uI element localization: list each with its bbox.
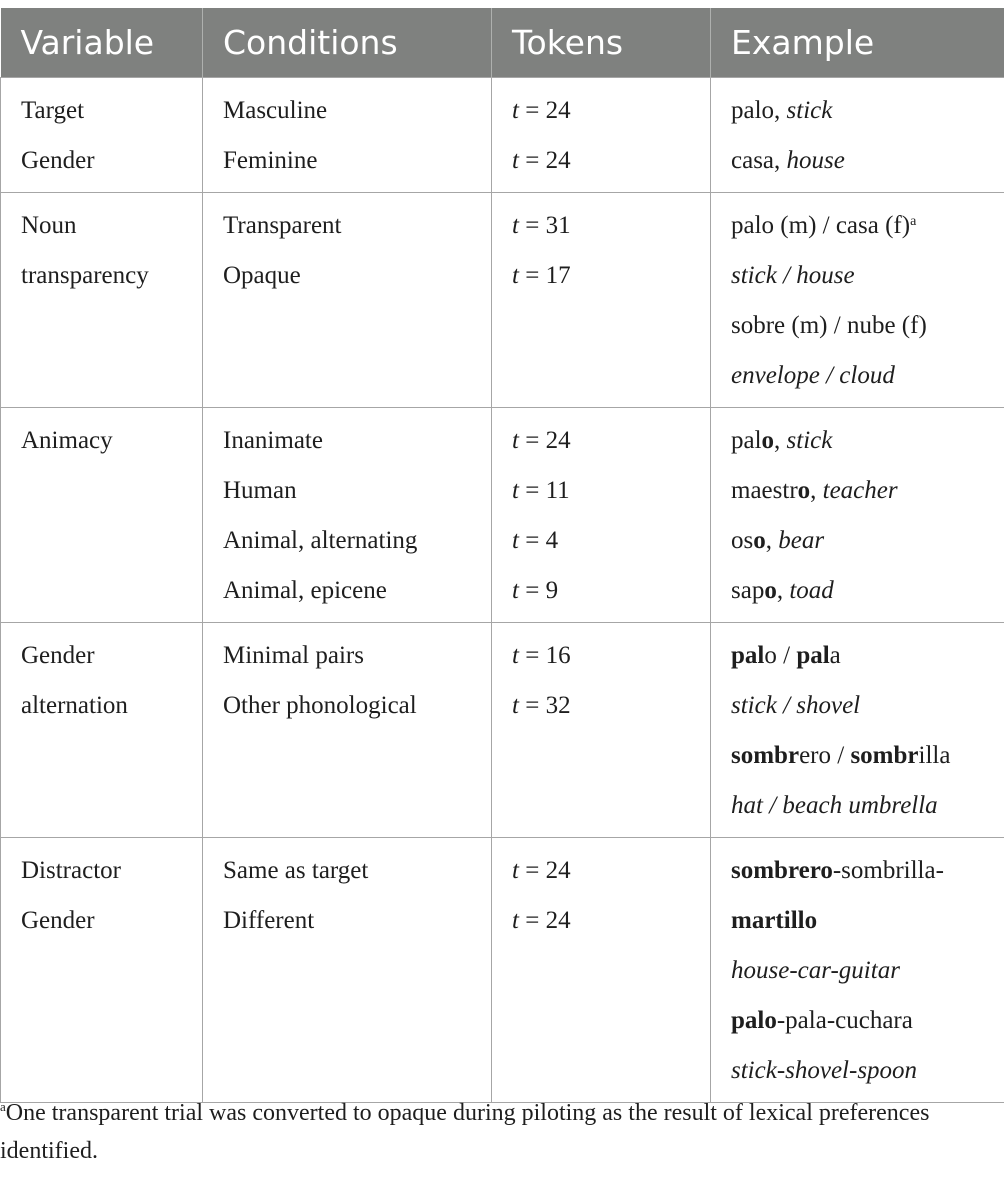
- header-row: [1, 8, 1004, 77]
- token-symbol: t: [512, 211, 519, 239]
- variable-line: transparency: [21, 261, 149, 289]
- cell-variable: [1, 407, 203, 622]
- variable-line: Gender: [21, 146, 95, 174]
- token-count: 24: [545, 426, 571, 454]
- example-line: [731, 522, 1000, 572]
- footnote-marker: a: [0, 1099, 6, 1114]
- token-count: 24: [545, 856, 571, 884]
- example-text: stick: [786, 426, 833, 454]
- variable-line: Noun: [21, 211, 77, 239]
- example-text: ,: [765, 526, 779, 554]
- example-text: o: [797, 476, 811, 504]
- example-line: [731, 852, 1000, 902]
- example-text: o: [761, 426, 775, 454]
- header-tokens: Tokens: [492, 8, 711, 77]
- condition-line: Human: [223, 476, 297, 504]
- variable-line: Distractor: [21, 856, 121, 884]
- condition-line: Masculine: [223, 96, 328, 124]
- token-symbol: t: [512, 856, 519, 884]
- token-equals: =: [518, 641, 546, 669]
- token-equals: =: [518, 576, 546, 604]
- token-symbol: t: [512, 476, 519, 504]
- footnote: [0, 1094, 1000, 1170]
- example-text: o /: [764, 641, 797, 669]
- token-equals: =: [518, 856, 546, 884]
- header-variable: Variable: [1, 8, 203, 77]
- condition-line: Feminine: [223, 146, 318, 174]
- example-text: pal: [731, 426, 762, 454]
- example-line: [731, 257, 1000, 307]
- example-line: [731, 1052, 1000, 1089]
- token-line: [512, 472, 706, 522]
- token-line: [512, 92, 706, 142]
- example-text: house: [786, 146, 845, 174]
- token-equals: =: [518, 261, 546, 289]
- example-line: [731, 902, 1000, 952]
- token-line: [512, 257, 706, 294]
- example-text: palo: [731, 1006, 777, 1034]
- condition-line: Other phonological: [223, 691, 417, 719]
- example-text: os: [731, 526, 754, 554]
- example-line: [731, 637, 1000, 687]
- token-count: 24: [545, 96, 571, 124]
- table-row: [1, 622, 1004, 837]
- cell-conditions: [203, 77, 492, 192]
- footnote-ref: a: [910, 213, 917, 229]
- example-line: [731, 787, 1000, 824]
- token-symbol: t: [512, 691, 519, 719]
- cell-variable: [1, 837, 203, 1102]
- variable-line: Gender: [21, 641, 95, 669]
- example-text: envelope / cloud: [731, 361, 895, 389]
- token-count: 9: [545, 576, 559, 604]
- token-equals: =: [518, 476, 546, 504]
- example-line: [731, 1002, 1000, 1052]
- token-symbol: t: [512, 576, 519, 604]
- example-text: ,: [776, 576, 790, 604]
- cell-tokens: [492, 837, 711, 1102]
- token-count: 31: [545, 211, 571, 239]
- cell-conditions: [203, 192, 492, 407]
- example-line: [731, 572, 1000, 609]
- cell-conditions: [203, 407, 492, 622]
- table-row: [1, 837, 1004, 1102]
- cell-example: [711, 622, 1004, 837]
- example-text: o: [753, 526, 766, 554]
- example-text: sap: [731, 576, 765, 604]
- token-line: [512, 572, 706, 609]
- token-symbol: t: [512, 906, 519, 934]
- cell-variable: [1, 192, 203, 407]
- token-symbol: t: [512, 261, 519, 289]
- example-text: martillo: [731, 906, 818, 934]
- example-text: maestr: [731, 476, 798, 504]
- table-row: [1, 407, 1004, 622]
- example-line: [731, 422, 1000, 472]
- variable-line: Target: [21, 96, 85, 124]
- example-line: [731, 357, 1000, 394]
- example-text: ,: [774, 426, 787, 454]
- example-text: sombrero: [731, 856, 833, 884]
- example-text: pal: [796, 641, 830, 669]
- condition-line: Animal, alternating: [223, 526, 418, 554]
- example-text: ero /: [799, 741, 851, 769]
- example-text: ,: [810, 476, 823, 504]
- token-equals: =: [518, 96, 546, 124]
- token-count: 24: [545, 146, 571, 174]
- example-text: teacher: [822, 476, 898, 504]
- example-text: palo,: [731, 96, 787, 124]
- cell-tokens: [492, 77, 711, 192]
- cell-conditions: [203, 622, 492, 837]
- header-conditions: Conditions: [203, 8, 492, 77]
- token-symbol: t: [512, 426, 519, 454]
- cell-conditions: [203, 837, 492, 1102]
- example-text: stick: [786, 96, 833, 124]
- condition-line: Different: [223, 906, 315, 934]
- example-text: palo (m) / casa (f): [731, 211, 911, 239]
- example-line: [731, 687, 1000, 737]
- table-row: [1, 77, 1004, 192]
- token-equals: =: [518, 526, 546, 554]
- example-text: sobre (m) / nube (f): [731, 311, 927, 339]
- example-text: stick / shovel: [731, 691, 861, 719]
- token-count: 32: [545, 691, 571, 719]
- example-text: a: [829, 641, 841, 669]
- cell-example: [711, 407, 1004, 622]
- example-text: stick / house: [731, 261, 855, 289]
- example-text: sombr: [850, 741, 919, 769]
- example-line: [731, 472, 1000, 522]
- condition-line: Opaque: [223, 261, 301, 289]
- token-equals: =: [518, 691, 546, 719]
- token-count: 24: [545, 906, 571, 934]
- example-text: bear: [778, 526, 825, 554]
- token-line: [512, 687, 706, 724]
- example-line: [731, 142, 1000, 179]
- token-line: [512, 637, 706, 687]
- header-example: Example: [711, 8, 1004, 77]
- example-text: toad: [789, 576, 834, 604]
- footnote-text: One transparent trial was converted to opaque during piloting as the result of lexical preferences identified.: [0, 1100, 930, 1164]
- cell-example: [711, 837, 1004, 1102]
- token-line: [512, 902, 706, 939]
- cell-tokens: [492, 622, 711, 837]
- variable-line: alternation: [21, 691, 128, 719]
- example-text: casa,: [731, 146, 787, 174]
- variable-line: Gender: [21, 906, 95, 934]
- cell-tokens: [492, 192, 711, 407]
- token-symbol: t: [512, 526, 519, 554]
- example-text: -sombrilla-: [832, 856, 944, 884]
- variable-line: Animacy: [21, 426, 113, 454]
- example-text: illa: [918, 741, 951, 769]
- example-text: pal: [731, 641, 765, 669]
- token-equals: =: [518, 426, 546, 454]
- token-symbol: t: [512, 96, 519, 124]
- condition-line: Animal, epicene: [223, 576, 387, 604]
- cell-example: [711, 192, 1004, 407]
- token-line: [512, 522, 706, 572]
- example-text: -pala-cuchara: [776, 1006, 913, 1034]
- condition-line: Same as target: [223, 856, 369, 884]
- token-count: 4: [545, 526, 559, 554]
- token-count: 17: [545, 261, 571, 289]
- condition-line: Inanimate: [223, 426, 323, 454]
- condition-line: Transparent: [223, 211, 342, 239]
- table-row: [1, 192, 1004, 407]
- example-line: [731, 737, 1000, 787]
- data-table: [0, 8, 1004, 1103]
- example-text: house-car-guitar: [731, 956, 900, 984]
- cell-tokens: [492, 407, 711, 622]
- token-count: 11: [545, 476, 570, 504]
- example-text: sombr: [731, 741, 800, 769]
- token-line: [512, 422, 706, 472]
- token-equals: =: [518, 146, 546, 174]
- token-symbol: t: [512, 146, 519, 174]
- condition-line: Minimal pairs: [223, 641, 364, 669]
- example-text: stick-shovel-spoon: [731, 1056, 918, 1084]
- cell-variable: [1, 622, 203, 837]
- example-line: [731, 207, 1000, 257]
- example-line: [731, 952, 1000, 1002]
- token-line: [512, 852, 706, 902]
- token-equals: =: [518, 906, 546, 934]
- token-line: [512, 207, 706, 257]
- example-line: [731, 307, 1000, 357]
- example-text: o: [764, 576, 777, 604]
- token-equals: =: [518, 211, 546, 239]
- cell-variable: [1, 77, 203, 192]
- token-count: 16: [545, 641, 571, 669]
- cell-example: [711, 77, 1004, 192]
- token-line: [512, 142, 706, 179]
- example-text: hat / beach umbrella: [731, 791, 938, 819]
- example-line: [731, 92, 1000, 142]
- token-symbol: t: [512, 641, 519, 669]
